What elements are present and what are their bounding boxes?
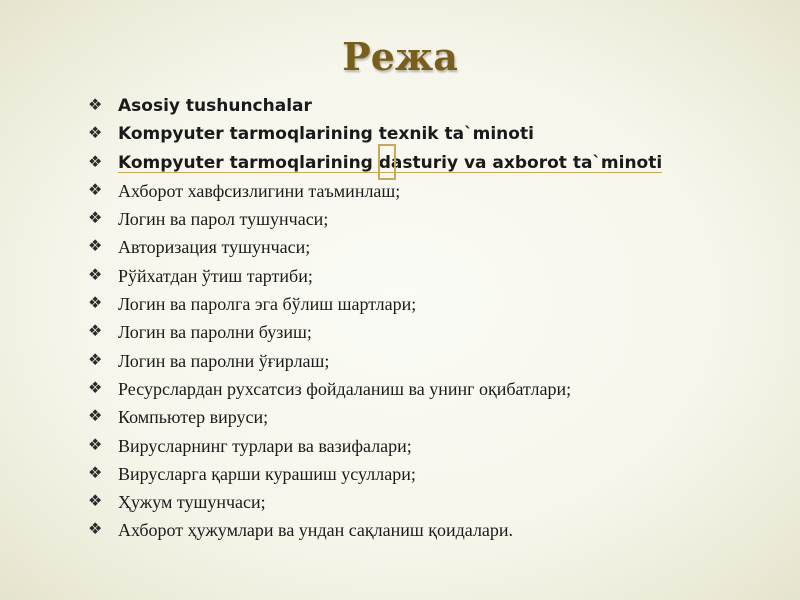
list-item-text: Ресурслардан рухсатсиз фойдаланиш ва унинг оқибатлари; <box>118 378 572 399</box>
list-item <box>88 92 778 120</box>
list-item-text: Ахборот хавфсизлигини таъминлаш; <box>118 180 401 201</box>
list-item <box>88 205 778 233</box>
list-item-text: Asosiy tushunchalar <box>118 96 312 116</box>
list-item <box>88 290 778 318</box>
list-item <box>88 233 778 261</box>
diamond-bullet-icon: ❖ <box>88 179 103 199</box>
diamond-bullet-icon: ❖ <box>88 123 103 143</box>
list-item <box>88 516 778 544</box>
list-item-text: Kompyuter tarmoqlarining texnik ta`minoti <box>118 124 534 145</box>
diamond-bullet-icon: ❖ <box>88 208 103 228</box>
list-item-text: Логин ва паролни бузиш; <box>118 322 312 343</box>
agenda-list <box>88 92 778 545</box>
list-item-text: Логин ва паролга эга бўлиш шартлари; <box>118 294 417 315</box>
list-item-text: Логин ва паролни ўғирлаш; <box>118 350 330 371</box>
list-item <box>88 177 778 205</box>
diamond-bullet-icon: ❖ <box>88 462 103 482</box>
diamond-bullet-icon: ❖ <box>88 349 103 369</box>
list-item-text: Рўйхатдан ўтиш тартиби; <box>118 265 313 286</box>
list-item <box>88 432 778 460</box>
diamond-bullet-icon: ❖ <box>88 151 103 171</box>
list-item-text: Вирусларга қарши курашиш усуллари; <box>118 463 416 484</box>
list-item <box>88 149 778 177</box>
text-cursor-box <box>378 144 396 180</box>
diamond-bullet-icon: ❖ <box>88 519 103 539</box>
diamond-bullet-icon: ❖ <box>88 95 103 114</box>
list-item <box>88 262 778 290</box>
diamond-bullet-icon: ❖ <box>88 406 103 426</box>
diamond-bullet-icon: ❖ <box>88 434 103 454</box>
list-item <box>88 403 778 431</box>
list-item-text: Логин ва парол тушунчаси; <box>118 209 329 230</box>
list-item-text: Компьютер вируси; <box>118 407 269 428</box>
list-item <box>88 488 778 516</box>
diamond-bullet-icon: ❖ <box>88 321 103 341</box>
list-item-text[interactable]: Kompyuter tarmoqlarining dasturiy va axborot ta`minoti <box>118 152 663 173</box>
list-item <box>88 375 778 403</box>
list-item <box>88 347 778 375</box>
list-item <box>88 460 778 488</box>
list-item-text: Авторизация тушунчаси; <box>118 237 311 258</box>
diamond-bullet-icon: ❖ <box>88 293 103 313</box>
list-item-text: Ҳужум тушунчаси; <box>118 492 266 513</box>
slide-title: Режа <box>342 34 458 79</box>
list-item <box>88 120 778 148</box>
diamond-bullet-icon: ❖ <box>88 491 103 511</box>
diamond-bullet-icon: ❖ <box>88 377 103 397</box>
diamond-bullet-icon: ❖ <box>88 264 103 284</box>
list-item-text: Вирусларнинг турлари ва вазифалари; <box>118 435 412 456</box>
list-item-text: Ахборот ҳужумлари ва ундан сақланиш қоидалари. <box>118 520 514 541</box>
list-item <box>88 318 778 346</box>
diamond-bullet-icon: ❖ <box>88 236 103 256</box>
